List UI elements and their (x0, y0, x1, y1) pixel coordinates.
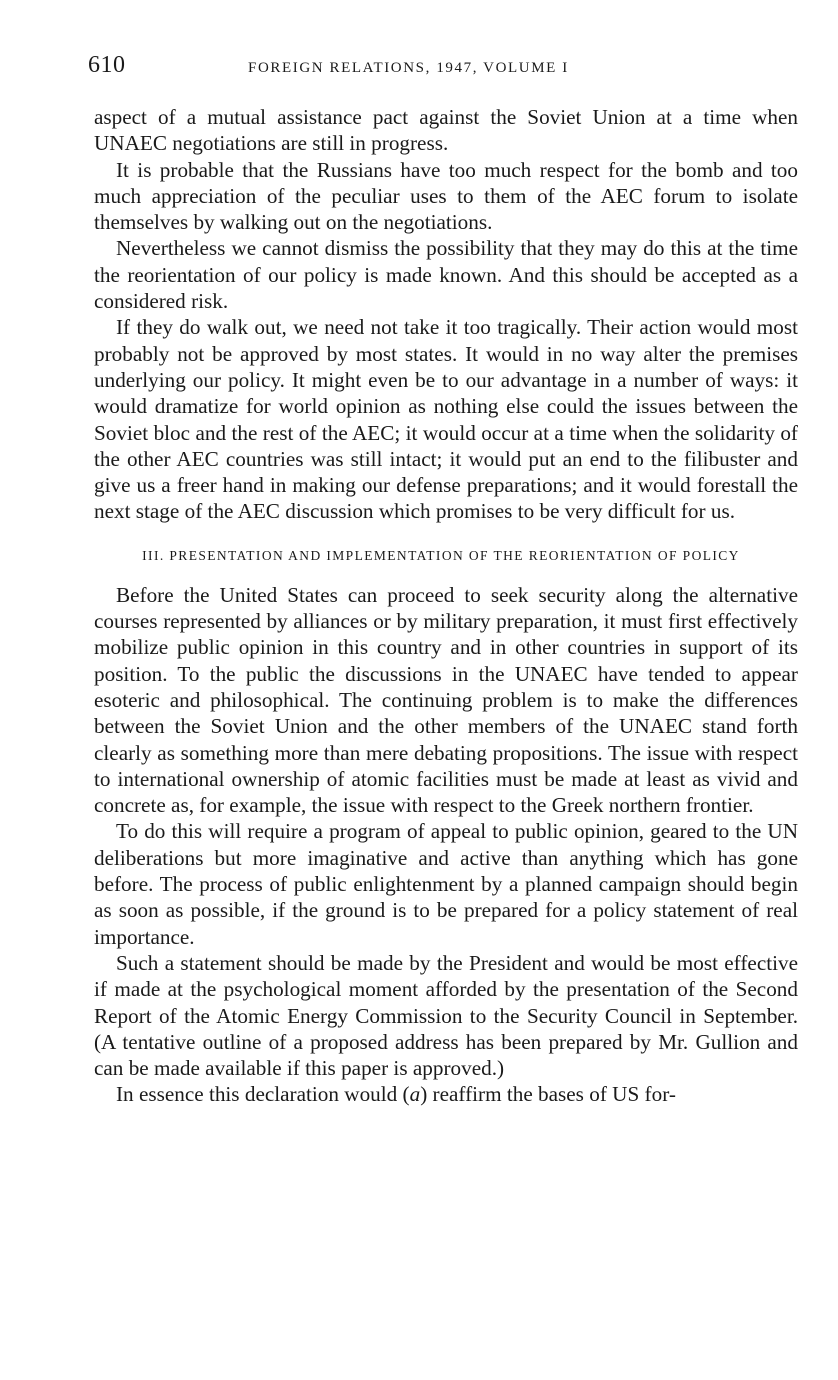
section-heading: III. PRESENTATION AND IMPLEMENTATION OF THE REORIENTATION OF POLICY (142, 547, 740, 563)
italic-enumerator: a (409, 1082, 421, 1107)
paragraph: If they do walk out, we need not take it too tragically. Their action would most probably not be approved by most states. It would in no way alter the premises underlying our policy. It might even be to our advantage in a number of ways: it would dramatize for world opinion as nothing else could the issues between the Soviet bloc and the rest of the AEC; it would occur at a time when the solidarity of the other AEC countries was still intact; it would put an end to the filibuster and give us a freer hand in making our defense preparations; and it would forestall the next stage of the AEC discussion which promises to be very difficult for us. (94, 315, 798, 524)
section-paragraph: Such a statement should be made by the President and would be most effective if made at the psychological moment afforded by the presentation of the Second Report of the Atomic Energy Commission to the Security Council in September. (A tentative outline of a proposed address has been prepared by Mr. Gullion and can be made available if this paper is approved.) (94, 950, 798, 1081)
section-paragraph: Before the United States can proceed to seek security along the alternative courses represented by alliances or by military preparation, it must first effectively mobilize public opinion in this country and in other countries in support of its position. To the public the discussions in the UNAEC have tended to appear esoteric and philosophical. The continuing problem is to make the differences between the Soviet Union and the other members of the UNAEC stand forth clearly as something more than mere debating propositions. The issue with respect to international ownership of atomic facilities must be made at least as vivid and concrete as, for example, the issue with respect to the Greek northern frontier. (94, 582, 798, 818)
running-head: FOREIGN RELATIONS, 1947, VOLUME I (248, 60, 569, 76)
paragraph: Nevertheless we cannot dismiss the possibility that they may do this at the time the reorientation of our policy is made known. And this should be accepted as a considered risk. (94, 236, 798, 314)
section-paragraph: To do this will require a program of appeal to public opinion, geared to the UN deliberations but more imaginative and active than anything which has gone before. The process of public enlightenment by a planned campaign should begin as soon as possible, if the ground is to be prepared for a policy statement of real importance. (94, 819, 798, 949)
page-number: 610 (88, 52, 126, 78)
last-paragraph-text-start: In essence this declaration would ( (116, 1082, 410, 1107)
last-paragraph-text-end: ) reaffirm the bases of US for- (420, 1082, 676, 1107)
paragraph-last (94, 1081, 798, 1107)
section-gap (94, 568, 798, 582)
body-text (94, 104, 798, 1108)
page-header (88, 52, 800, 82)
paragraph-continued: aspect of a mutual assistance pact against the Soviet Union at a time when UNAEC negotiations are still in progress. (94, 105, 798, 156)
paragraph: It is probable that the Russians have too much respect for the bomb and too much appreciation of the peculiar uses to them of the AEC forum to isolate themselves by walking out on the negotiations. (94, 157, 798, 235)
